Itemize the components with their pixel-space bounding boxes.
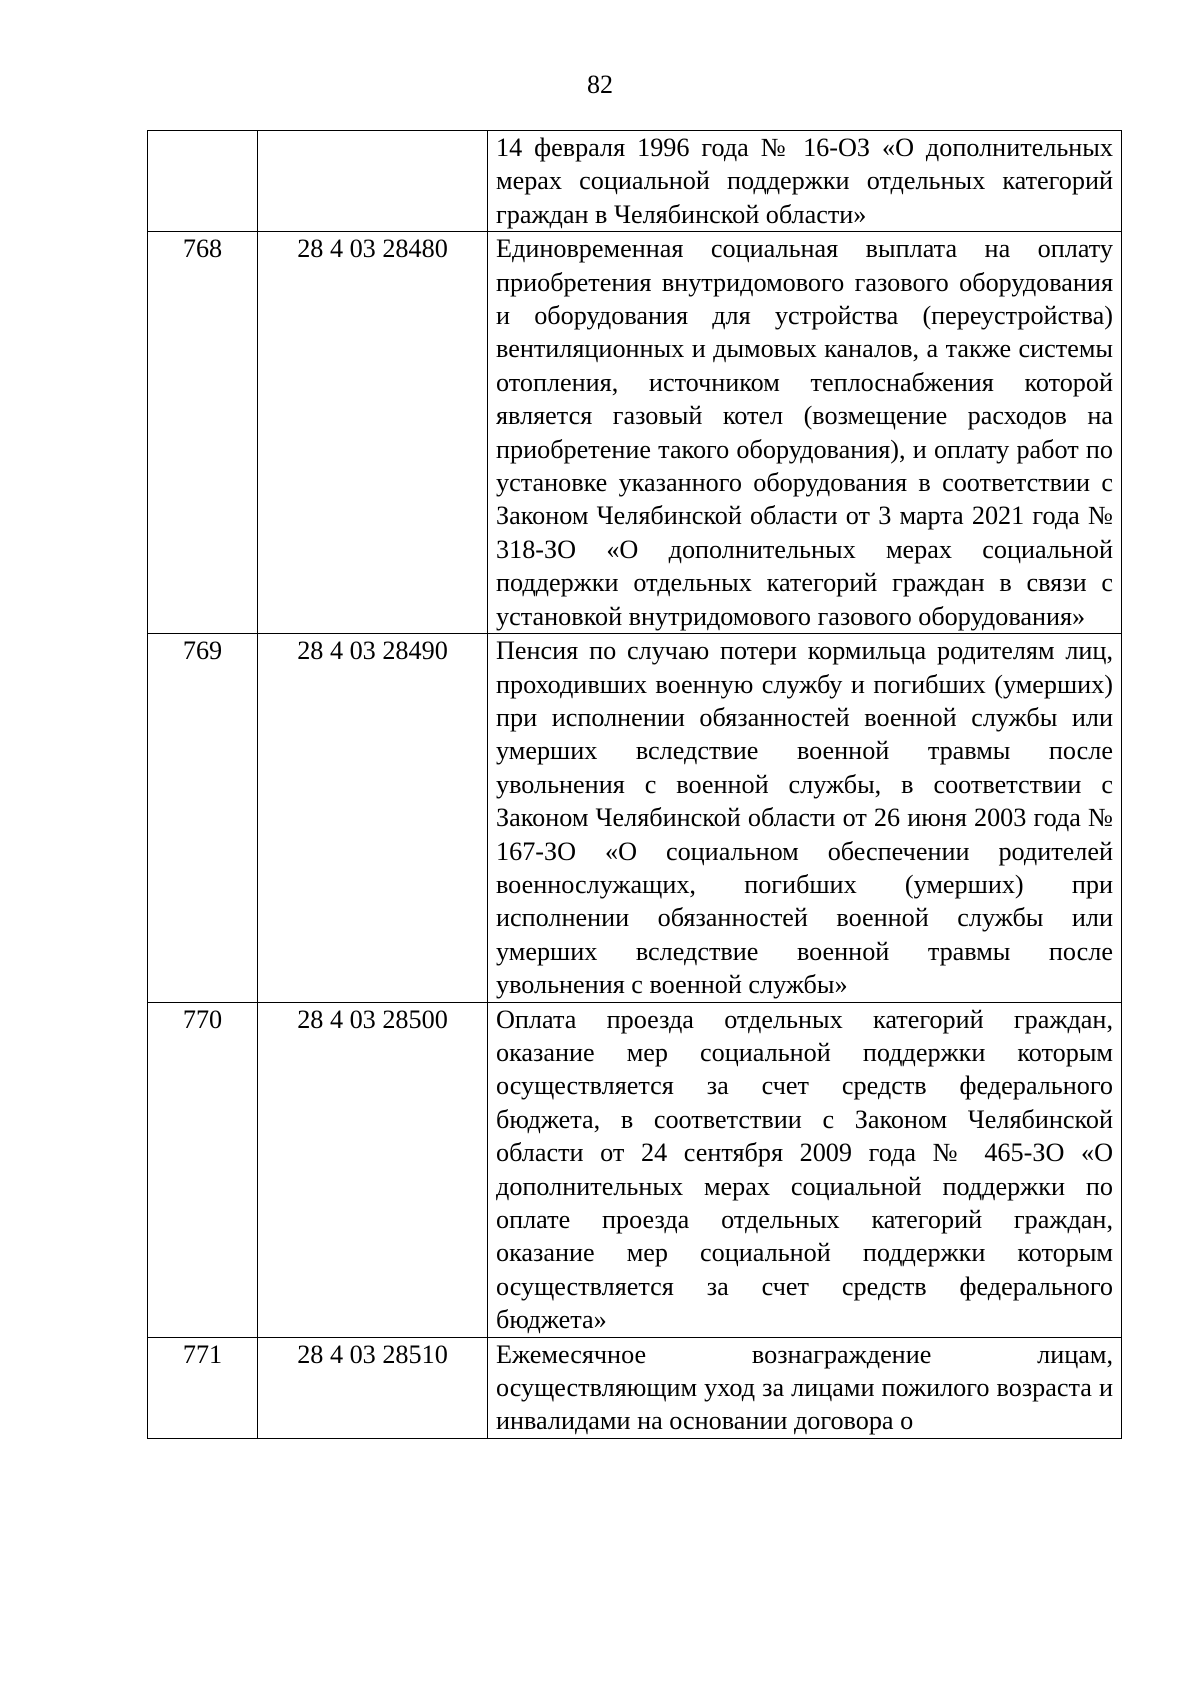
row-number: 768 — [148, 232, 258, 634]
row-code — [258, 131, 488, 232]
row-code: 28 4 03 28490 — [258, 634, 488, 1002]
row-description: Единовременная социальная выплата на оплату приобретения внутридомового газового оборудования и оборудования для устройства (переустройства) вентиляционных и дымовых каналов, а также системы отопления, источником теплоснабжения которой является газовый котел (возмещение расходов на приобретение такого оборудования), и оплату работ по установке указанного оборудования в соответствии с Законом Челябинской области от 3 марта 2021 года № 318-ЗО «О дополнительных мерах социальной поддержки отдельных категорий граждан в связи с установкой внутридомового газового оборудования» — [488, 232, 1122, 634]
row-number: 771 — [148, 1337, 258, 1438]
table-row — [148, 1337, 1122, 1438]
table-row — [148, 1002, 1122, 1337]
row-description: Оплата проезда отдельных категорий граждан, оказание мер социальной поддержки которым осуществляется за счет средств федерального бюджета, в соответствии с Законом Челябинской области от 24 сентября 2009 года № 465-ЗО «О дополнительных мерах социальной поддержки по оплате проезда отдельных категорий граждан, оказание мер социальной поддержки которым осуществляется за счет средств федерального бюджета» — [488, 1002, 1122, 1337]
row-code: 28 4 03 28500 — [258, 1002, 488, 1337]
row-description: 14 февраля 1996 года № 16-ОЗ «О дополнительных мерах социальной поддержки отдельных категорий граждан в Челябинской области» — [488, 131, 1122, 232]
budget-code-table — [147, 130, 1122, 1439]
table-row — [148, 634, 1122, 1002]
row-code: 28 4 03 28480 — [258, 232, 488, 634]
table-row — [148, 232, 1122, 634]
row-code: 28 4 03 28510 — [258, 1337, 488, 1438]
row-number: 769 — [148, 634, 258, 1002]
row-number — [148, 131, 258, 232]
row-number: 770 — [148, 1002, 258, 1337]
row-description: Ежемесячное вознаграждение лицам, осуществляющим уход за лицами пожилого возраста и инвалидами на основании договора о — [488, 1337, 1122, 1438]
row-description: Пенсия по случаю потери кормильца родителям лиц, проходивших военную службу и погибших (умерших) при исполнении обязанностей военной службы или умерших вследствие военной травмы после увольнения с военной службы, в соответствии с Законом Челябинской области от 26 июня 2003 года № 167-ЗО «О социальном обеспечении родителей военнослужащих, погибших (умерших) при исполнении обязанностей военной службы или умерших вследствие военной травмы после увольнения с военной службы» — [488, 634, 1122, 1002]
page-number: 82 — [587, 70, 613, 99]
table-row — [148, 131, 1122, 232]
